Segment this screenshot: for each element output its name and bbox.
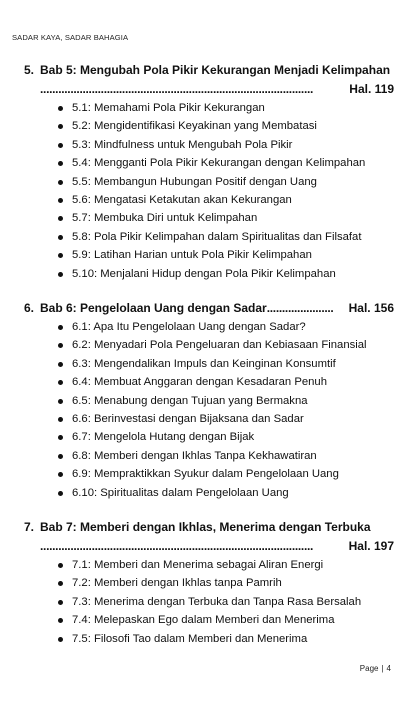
subsection-list — [24, 318, 394, 502]
chapter-title-line — [24, 299, 394, 318]
subsection-item: 6.7: Mengelola Hutang dengan Bijak — [58, 428, 394, 446]
subsection-item: 5.5: Membangun Hubungan Positif dengan Uang — [58, 173, 394, 191]
subsection-item: 6.4: Membuat Anggaran dengan Kesadaran Penuh — [58, 373, 394, 391]
subsection-item: 7.3: Menerima dengan Terbuka dan Tanpa Rasa Bersalah — [58, 593, 394, 611]
chapter-title: Bab 5: Mengubah Pola Pikir Kekurangan Menjadi Kelimpahan — [40, 63, 391, 77]
chapter-page-line — [24, 80, 394, 99]
chapter-title-line — [24, 518, 394, 537]
toc-chapter-7 — [24, 518, 394, 648]
dot-leader: .......................................................................................... — [40, 82, 314, 96]
chapter-page-number: Hal. 156 — [348, 301, 394, 315]
subsection-item: 5.9: Latihan Harian untuk Pola Pikir Kelimpahan — [58, 246, 394, 264]
chapter-title: Bab 7: Memberi dengan Ikhlas, Menerima dengan Terbuka — [40, 520, 371, 534]
page-label: Page — [359, 664, 379, 673]
subsection-item: 6.8: Memberi dengan Ikhlas Tanpa Kekhawatiran — [58, 447, 394, 465]
chapter-page-line — [24, 537, 394, 556]
subsection-item: 6.2: Menyadari Pola Pengeluaran dan Kebiasaan Finansial — [58, 336, 394, 354]
toc-chapter-6 — [24, 299, 394, 502]
subsection-list — [24, 556, 394, 648]
dot-leader: .......................................................................................... — [40, 539, 314, 553]
page-footer — [360, 664, 391, 673]
chapter-page-number: Hal. 119 — [349, 82, 394, 96]
subsection-item: 5.8: Pola Pikir Kelimpahan dalam Spiritualitas dan Filsafat — [58, 228, 394, 246]
chapter-page-number: Hal. 197 — [348, 539, 394, 553]
page-number: 4 — [386, 664, 391, 673]
subsection-item: 6.1: Apa Itu Pengelolaan Uang dengan Sadar? — [58, 318, 394, 336]
chapter-title: Bab 6: Pengelolaan Uang dengan Sadar — [40, 301, 267, 315]
subsection-item: 5.1: Memahami Pola Pikir Kekurangan — [58, 99, 394, 117]
dot-leader: ...................... — [266, 301, 334, 315]
subsection-item: 5.2: Mengidentifikasi Keyakinan yang Membatasi — [58, 117, 394, 135]
subsection-item: 6.5: Menabung dengan Tujuan yang Bermakna — [58, 392, 394, 410]
subsection-item: 6.3: Mengendalikan Impuls dan Keinginan Konsumtif — [58, 355, 394, 373]
subsection-item: 7.2: Memberi dengan Ikhlas tanpa Pamrih — [58, 574, 394, 592]
chapter-number: 7. — [24, 520, 35, 534]
toc-chapter-5 — [24, 61, 394, 283]
subsection-item: 6.9: Mempraktikkan Syukur dalam Pengelolaan Uang — [58, 465, 394, 483]
subsection-item: 5.6: Mengatasi Ketakutan akan Kekurangan — [58, 191, 394, 209]
chapter-number: 5. — [24, 63, 35, 77]
subsection-item: 7.4: Melepaskan Ego dalam Memberi dan Menerima — [58, 611, 394, 629]
subsection-item: 5.4: Mengganti Pola Pikir Kekurangan dengan Kelimpahan — [58, 154, 394, 172]
subsection-item: 6.10: Spiritualitas dalam Pengelolaan Uang — [58, 484, 394, 502]
chapter-title-line — [24, 61, 394, 80]
subsection-item: 6.6: Berinvestasi dengan Bijaksana dan Sadar — [58, 410, 394, 428]
footer-separator: | — [381, 664, 384, 673]
chapter-number: 6. — [24, 301, 35, 315]
subsection-item: 5.3: Mindfulness untuk Mengubah Pola Pikir — [58, 136, 394, 154]
subsection-item: 7.5: Filosofi Tao dalam Memberi dan Menerima — [58, 630, 394, 648]
subsection-list — [24, 99, 394, 283]
subsection-item: 5.10: Menjalani Hidup dengan Pola Pikir Kelimpahan — [58, 265, 394, 283]
subsection-item: 7.1: Memberi dan Menerima sebagai Aliran Energi — [58, 556, 394, 574]
running-header: SADAR KAYA, SADAR BAHAGIA — [12, 33, 129, 42]
subsection-item: 5.7: Membuka Diri untuk Kelimpahan — [58, 209, 394, 227]
